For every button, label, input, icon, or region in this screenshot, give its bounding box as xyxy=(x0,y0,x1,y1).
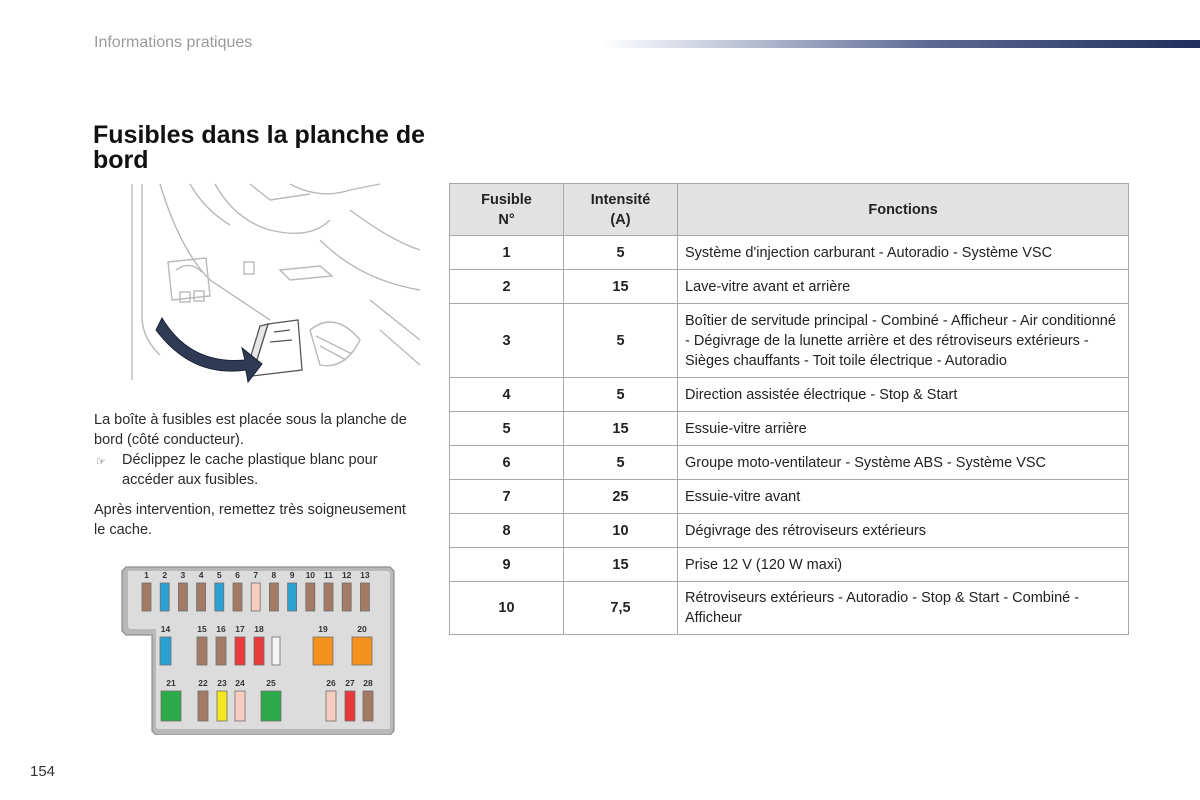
fuse-label-21: 21 xyxy=(166,678,176,688)
fuse-number-cell: 2 xyxy=(450,270,564,304)
fuse-number-cell: 5 xyxy=(450,412,564,446)
dashboard-fuse-location-illustration xyxy=(120,180,420,385)
fuse-label-24: 24 xyxy=(235,678,245,688)
fuse-slot-17 xyxy=(235,637,245,665)
fuse-label-28: 28 xyxy=(363,678,373,688)
fuse-slot-23 xyxy=(217,691,227,721)
fuse-label-4: 4 xyxy=(198,570,204,580)
intensity-cell: 5 xyxy=(564,378,678,412)
table-header-row xyxy=(450,184,1129,236)
instructions-text xyxy=(94,410,419,540)
fuse-label-10: 10 xyxy=(305,570,316,580)
fuse-slot-8 xyxy=(269,583,278,611)
fuse-label-2: 2 xyxy=(162,570,168,580)
intro-paragraph: La boîte à fusibles est placée sous la planche de bord (côté conducteur). xyxy=(94,412,407,448)
functions-cell: Direction assistée électrique - Stop & Start xyxy=(678,378,1129,412)
fuse-number-cell: 4 xyxy=(450,378,564,412)
fuse-label-23: 23 xyxy=(217,678,227,688)
after-intervention-note: Après intervention, remettez très soigneusement le cache. xyxy=(94,502,406,538)
fuse-slot-22 xyxy=(198,691,208,721)
fuse-slot-4 xyxy=(197,583,206,611)
table-row xyxy=(450,480,1129,514)
fuse-label-7: 7 xyxy=(253,570,259,580)
fuse-slot-28 xyxy=(363,691,373,721)
intensity-cell: 15 xyxy=(564,548,678,582)
fuse-label-14: 14 xyxy=(160,624,171,634)
fuse-slot-9 xyxy=(288,583,297,611)
fuse-label-1: 1 xyxy=(144,570,149,580)
fuse-label-5: 5 xyxy=(216,570,222,580)
fuse-slot-7 xyxy=(251,583,260,611)
fuse-slot-empty xyxy=(272,637,280,665)
fuse-label-16: 16 xyxy=(216,624,226,634)
functions-cell: Essuie-vitre arrière xyxy=(678,412,1129,446)
fuse-label-11: 11 xyxy=(324,570,333,580)
intensity-cell: 15 xyxy=(564,270,678,304)
fuse-slot-27 xyxy=(345,691,355,721)
fuse-slot-13 xyxy=(360,583,369,611)
functions-cell: Lave-vitre avant et arrière xyxy=(678,270,1129,304)
functions-cell: Système d'injection carburant - Autoradio - Système VSC xyxy=(678,236,1129,270)
bullet-instruction xyxy=(94,450,419,490)
fuse-slot-25 xyxy=(261,691,281,721)
functions-cell: Boîtier de servitude principal - Combiné - Afficheur - Air conditionné - Dégivrage de la lunette arrière et des rétroviseurs extérieurs - Sièges chauffants - Toit toile électrique - Autoradio xyxy=(678,304,1129,378)
fuse-box-diagram xyxy=(120,565,395,735)
fuse-slot-20 xyxy=(352,637,372,665)
table-row xyxy=(450,304,1129,378)
functions-cell: Groupe moto-ventilateur - Système ABS - Système VSC xyxy=(678,446,1129,480)
fuse-number-cell: 1 xyxy=(450,236,564,270)
page-number: 154 xyxy=(30,763,56,780)
functions-cell: Dégivrage des rétroviseurs extérieurs xyxy=(678,514,1129,548)
col-header-fuse-line2: N° xyxy=(498,211,515,228)
fuse-slot-21 xyxy=(161,691,181,721)
fuse-label-15: 15 xyxy=(197,624,207,634)
table-row xyxy=(450,446,1129,480)
col-header-fuse-line1: Fusible xyxy=(481,191,532,208)
table-row xyxy=(450,236,1129,270)
fuse-label-9: 9 xyxy=(289,570,295,580)
fuse-slot-14 xyxy=(160,637,171,665)
table-row xyxy=(450,270,1129,304)
fuse-label-20: 20 xyxy=(357,624,367,634)
table-row xyxy=(450,548,1129,582)
fuse-label-18: 18 xyxy=(254,624,264,634)
header-gradient-bar xyxy=(600,40,1200,48)
intensity-cell: 15 xyxy=(564,412,678,446)
fuse-slot-18 xyxy=(254,637,264,665)
intensity-cell: 10 xyxy=(564,514,678,548)
fuse-label-3: 3 xyxy=(180,570,186,580)
fuse-number-cell: 9 xyxy=(450,548,564,582)
table-row xyxy=(450,412,1129,446)
col-header-intensity xyxy=(564,184,678,236)
fuse-label-6: 6 xyxy=(235,570,240,580)
intensity-cell: 7,5 xyxy=(564,582,678,635)
table-row xyxy=(450,582,1129,635)
fuse-slot-3 xyxy=(178,583,187,611)
col-header-fuse-number xyxy=(450,184,564,236)
fuse-label-22: 22 xyxy=(198,678,208,688)
fuse-slot-10 xyxy=(306,583,315,611)
functions-cell: Prise 12 V (120 W maxi) xyxy=(678,548,1129,582)
col-header-intensity-line1: Intensité xyxy=(590,191,651,208)
fuse-label-12: 12 xyxy=(341,570,352,580)
functions-cell: Essuie-vitre avant xyxy=(678,480,1129,514)
fuse-table xyxy=(449,183,1129,635)
fuse-number-cell: 7 xyxy=(450,480,564,514)
fuse-slot-6 xyxy=(233,583,242,611)
fuse-label-26: 26 xyxy=(326,678,336,688)
fuse-slot-26 xyxy=(326,691,336,721)
fuse-slot-11 xyxy=(324,583,333,611)
intensity-cell: 25 xyxy=(564,480,678,514)
fuse-label-27: 27 xyxy=(345,678,355,688)
fuse-slot-1 xyxy=(142,583,151,611)
page-title: Fusibles dans la planche de bord xyxy=(93,121,426,174)
fuse-slot-16 xyxy=(216,637,226,665)
fuse-label-17: 17 xyxy=(235,624,245,634)
section-header: Informations pratiques xyxy=(94,34,253,51)
arrow-bullet-icon: ☞ xyxy=(96,456,106,468)
fuse-slot-2 xyxy=(160,583,169,611)
fuse-slot-15 xyxy=(197,637,207,665)
fuse-label-25: 25 xyxy=(266,678,276,688)
col-header-functions: Fonctions xyxy=(678,184,1129,236)
fuse-number-cell: 10 xyxy=(450,582,564,635)
fuse-slot-24 xyxy=(235,691,245,721)
table-row xyxy=(450,378,1129,412)
fuse-number-cell: 8 xyxy=(450,514,564,548)
fuse-number-cell: 3 xyxy=(450,304,564,378)
table-row xyxy=(450,514,1129,548)
fuse-label-8: 8 xyxy=(271,570,277,580)
fuse-label-19: 19 xyxy=(318,624,328,634)
intensity-cell: 5 xyxy=(564,304,678,378)
col-header-intensity-line2: (A) xyxy=(610,211,631,228)
intensity-cell: 5 xyxy=(564,236,678,270)
fuse-label-13: 13 xyxy=(360,570,370,580)
fuse-number-cell: 6 xyxy=(450,446,564,480)
fuse-slot-19 xyxy=(313,637,333,665)
fuse-slot-12 xyxy=(342,583,351,611)
functions-cell: Rétroviseurs extérieurs - Autoradio - Stop & Start - Combiné - Afficheur xyxy=(678,582,1129,635)
intensity-cell: 5 xyxy=(564,446,678,480)
fuse-slot-5 xyxy=(215,583,224,611)
bullet-text: Déclippez le cache plastique blanc pour accéder aux fusibles. xyxy=(122,452,378,488)
